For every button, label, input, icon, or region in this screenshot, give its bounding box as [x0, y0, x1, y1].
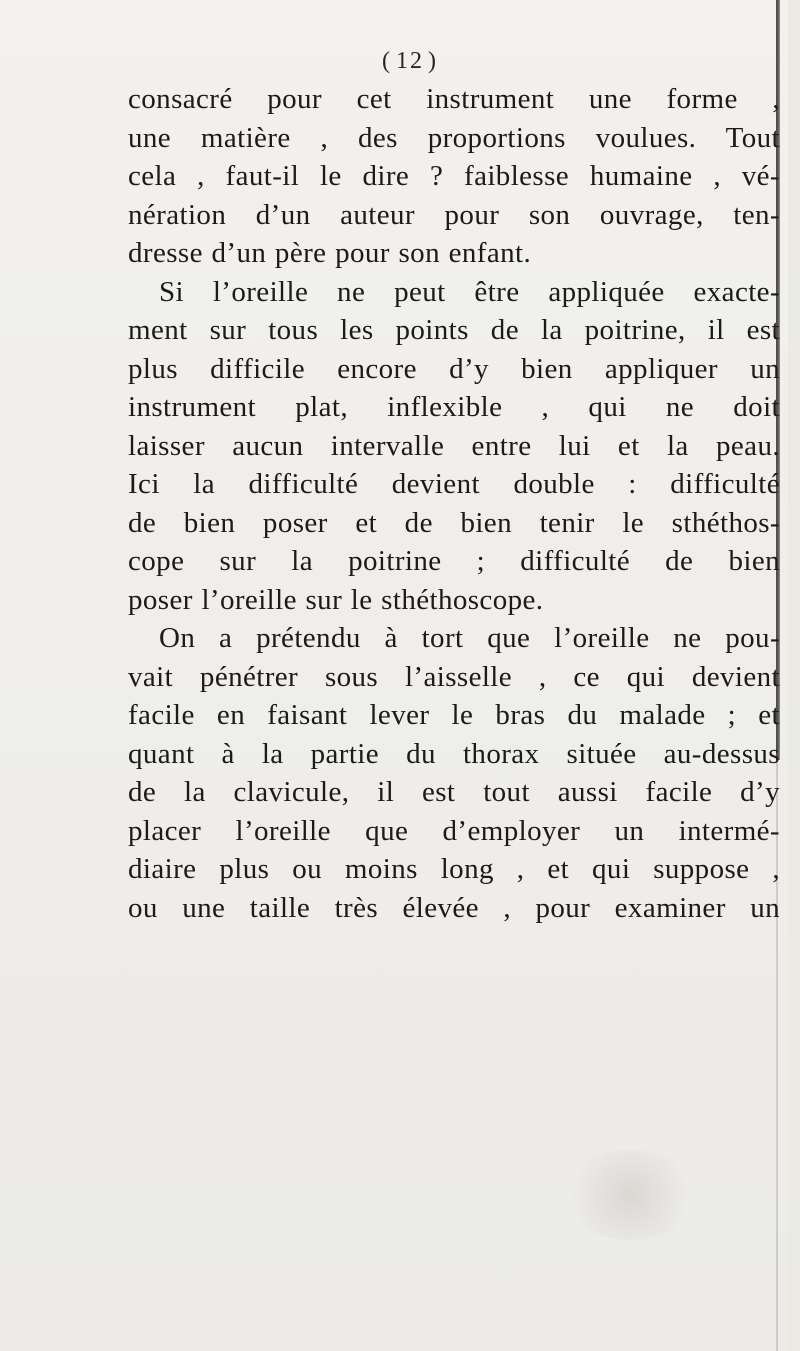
text-line: laisser aucun intervalle entre lui et la peau. — [128, 429, 780, 462]
text-line: cela , faut-il le dire ? faiblesse humaine , vé- — [128, 160, 780, 192]
page-number-open-paren: ( — [382, 48, 392, 74]
text-line: de la clavicule, il est tout aussi facile d’y — [128, 776, 780, 808]
text-line: dresse d’un père pour son enfant. — [128, 237, 532, 269]
text-line: nération d’un auteur pour son ouvrage, ten- — [128, 198, 780, 231]
text-line: cope sur la poitrine ; difficulté de bien — [128, 545, 780, 577]
text-line: On a prétendu à tort que l’oreille ne pou- — [159, 622, 780, 654]
text-line: facile en faisant lever le bras du malade ; et — [128, 699, 780, 731]
paper-stain — [560, 1150, 700, 1240]
page-number — [0, 48, 800, 75]
text-line: Ici la difficulté devient double : difficulté — [128, 468, 780, 500]
text-line: plus difficile encore d’y bien appliquer un — [128, 352, 780, 385]
text-line: diaire plus ou moins long , et qui suppose , — [128, 853, 780, 885]
page-number-value: 12 — [396, 48, 424, 74]
text-line: une matière , des proportions voulues. Tout — [128, 121, 780, 154]
text-line: instrument plat, inflexible , qui ne doit — [128, 391, 780, 423]
text-line: de bien poser et de bien tenir le sthéthos- — [128, 506, 780, 539]
text-line: poser l’oreille sur le sthéthoscope. — [128, 583, 544, 616]
text-line: vait pénétrer sous l’aisselle , ce qui devient — [128, 660, 780, 693]
page-number-close-paren: ) — [428, 48, 438, 74]
text-line: placer l’oreille que d’employer un intermé- — [128, 814, 780, 847]
text-line: quant à la partie du thorax située au-dessus — [128, 737, 780, 770]
body-text — [128, 80, 780, 927]
text-line: Si l’oreille ne peut être appliquée exacte- — [159, 275, 780, 308]
text-line: ou une taille très élevée , pour examiner un — [128, 891, 780, 924]
text-line: ment sur tous les points de la poitrine, il est — [128, 314, 780, 346]
text-line: consacré pour cet instrument une forme , — [128, 83, 780, 115]
